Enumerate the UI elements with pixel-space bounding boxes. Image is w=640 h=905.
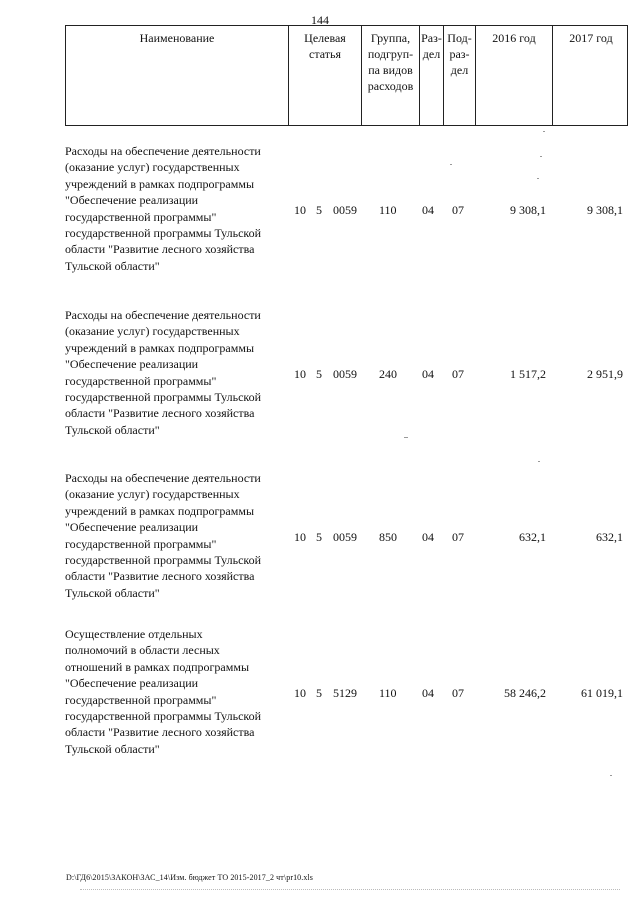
- subsection-code: 07: [452, 530, 464, 544]
- value-2017: 9 308,1: [587, 203, 623, 217]
- section-code: 04: [422, 367, 434, 381]
- value-2016: 58 246,2: [504, 686, 546, 700]
- section-code: 04: [422, 530, 434, 544]
- scan-speck: [404, 437, 408, 438]
- table-row: [65, 470, 628, 604]
- target-article-program: 10: [294, 367, 306, 381]
- row-name: Расходы на обеспечение деятельности (оказание услуг) государственных учреждений в рамках подпрограммы "Обеспечение реализации государственной программы" государственной программы Тульской области "Развитие лесного хозяйства Тульской области": [65, 144, 262, 273]
- target-article-code: 0059: [333, 367, 357, 381]
- scan-edge-line: [80, 889, 620, 891]
- header-2016: 2016 год: [475, 26, 552, 125]
- target-article-subprogram: 5: [316, 367, 322, 381]
- group-code: 110: [379, 203, 397, 217]
- scan-speck: [540, 156, 542, 157]
- subsection-code: 07: [452, 686, 464, 700]
- group-code: 240: [379, 367, 397, 381]
- section-code: 04: [422, 203, 434, 217]
- scan-speck: [543, 131, 545, 132]
- target-article-subprogram: 5: [316, 530, 322, 544]
- row-name: Осуществление отдельных полномочий в области лесных отношений в рамках подпрограммы "Обеспечение реализации государственной программы" государственной программы Тульской области "Развитие лесного хозяйства Тульской области": [65, 627, 262, 756]
- header-subsection: Под- раз- дел: [443, 26, 475, 125]
- group-code: 110: [379, 686, 397, 700]
- target-article-subprogram: 5: [316, 203, 322, 217]
- table-row: [65, 626, 628, 760]
- target-article-program: 10: [294, 530, 306, 544]
- row-name: Расходы на обеспечение деятельности (оказание услуг) государственных учреждений в рамках подпрограммы "Обеспечение реализации государственной программы" государственной программы Тульской области "Развитие лесного хозяйства Тульской области": [65, 308, 262, 437]
- target-article-subprogram: 5: [316, 686, 322, 700]
- header-section: Раз- дел: [419, 26, 443, 125]
- page-number: 144: [311, 13, 329, 27]
- target-article-program: 10: [294, 686, 306, 700]
- subsection-code: 07: [452, 367, 464, 381]
- value-2016: 632,1: [519, 530, 546, 544]
- target-article-code: 0059: [333, 530, 357, 544]
- value-2017: 2 951,9: [587, 367, 623, 381]
- header-2017: 2017 год: [552, 26, 629, 125]
- header-name: Наименование: [139, 31, 215, 45]
- value-2016: 9 308,1: [510, 203, 546, 217]
- row-name: Расходы на обеспечение деятельности (оказание услуг) государственных учреждений в рамках подпрограммы "Обеспечение реализации государственной программы" государственной программы Тульской области "Развитие лесного хозяйства Тульской области": [65, 471, 262, 600]
- value-2017: 61 019,1: [581, 686, 623, 700]
- value-2016: 1 517,2: [510, 367, 546, 381]
- scan-speck: [537, 178, 539, 179]
- target-article-code: 5129: [333, 686, 357, 700]
- section-code: 04: [422, 686, 434, 700]
- header-target-article: Целевая статья: [288, 26, 361, 125]
- value-2017: 632,1: [596, 530, 623, 544]
- table-row: [65, 143, 628, 277]
- subsection-code: 07: [452, 203, 464, 217]
- scan-speck: [610, 775, 612, 776]
- target-article-program: 10: [294, 203, 306, 217]
- file-path-footer: D:\ГД6\2015\ЗАКОН\ЗАС_14\Изм. бюджет ТО 2015-2017_2 чт\pr10.xls: [66, 873, 314, 882]
- scan-speck: [538, 461, 540, 462]
- table-header: [65, 25, 628, 126]
- group-code: 850: [379, 530, 397, 544]
- header-group: Группа, подгруп- па видов расходов: [361, 26, 419, 125]
- target-article-code: 0059: [333, 203, 357, 217]
- table-row: [65, 307, 628, 441]
- scan-speck: [450, 164, 452, 165]
